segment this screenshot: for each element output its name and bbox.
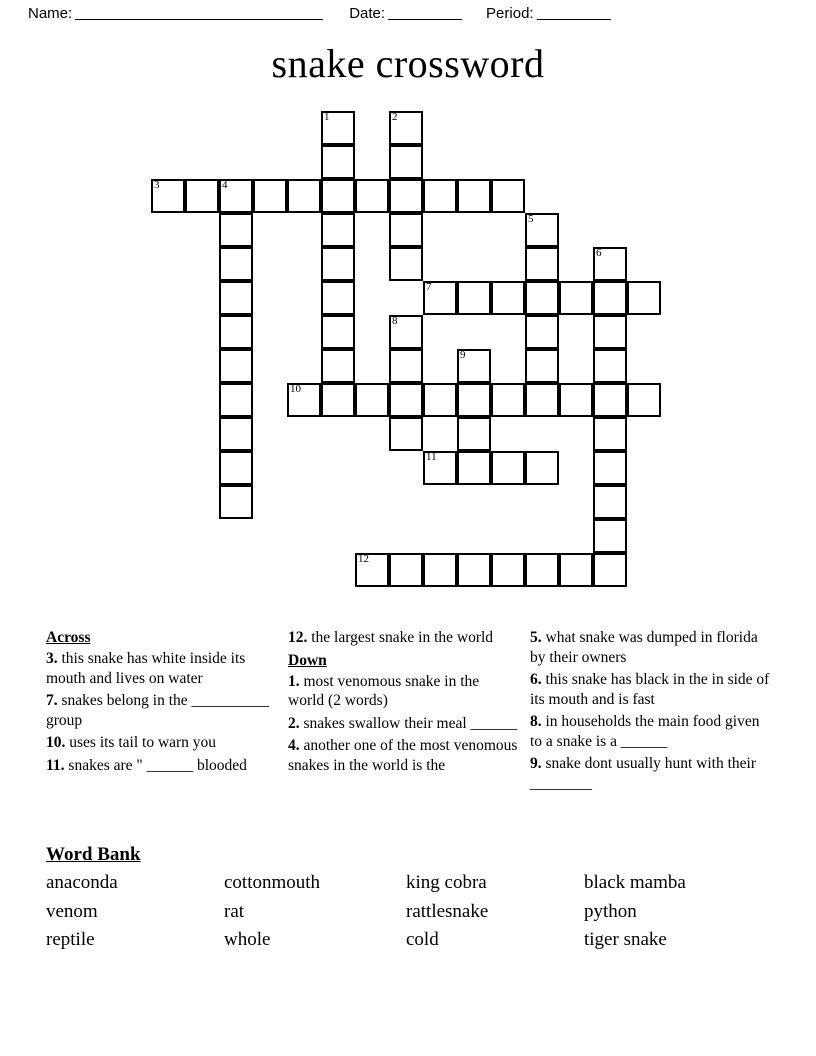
crossword-cell[interactable] [321,145,355,179]
crossword-cell[interactable] [457,451,491,485]
crossword-cell[interactable] [219,247,253,281]
crossword-cell[interactable] [321,383,355,417]
crossword-cell[interactable] [219,213,253,247]
crossword-cell[interactable] [355,383,389,417]
crossword-cell-number: 4 [222,179,228,191]
crossword-cell[interactable] [321,179,355,213]
crossword-cell[interactable] [287,179,321,213]
crossword-cell-number: 11 [426,451,437,463]
crossword-cell[interactable] [491,383,525,417]
clue-down-2 [288,714,518,734]
crossword-cell[interactable] [321,315,355,349]
crossword-cell[interactable] [219,179,253,213]
clue-column-2 [288,628,518,778]
crossword-cell[interactable] [321,349,355,383]
crossword-cell[interactable] [525,213,559,247]
clue-down-1 [288,672,518,711]
crossword-cell[interactable] [423,179,457,213]
crossword-cell[interactable] [423,553,457,587]
crossword-cell[interactable] [627,383,661,417]
crossword-cell-number: 6 [596,247,602,259]
clue-number: 11. [46,756,65,774]
crossword-cell[interactable] [389,349,423,383]
crossword-cell[interactable] [593,553,627,587]
crossword-cell[interactable] [389,247,423,281]
crossword-cell[interactable] [355,553,389,587]
clue-down-6 [530,670,770,709]
crossword-cell-number: 7 [426,281,432,293]
clue-number: 8. [530,713,542,730]
crossword-cell[interactable] [389,315,423,349]
clue-text: most venomous snake in the world (2 words) [288,672,480,709]
clue-across-12 [288,628,518,648]
crossword-cell[interactable] [593,247,627,281]
crossword-cell[interactable] [559,383,593,417]
word-bank-word: cold [406,929,439,950]
clue-text: this snake has black in the in side of its mouth and is fast [530,671,770,708]
crossword-cell[interactable] [525,383,559,417]
clue-across-3 [46,649,276,688]
word-bank-word: whole [224,929,271,950]
crossword-cell[interactable] [321,281,355,315]
word-bank-word: cottonmouth [224,872,321,893]
date-label: Date: [349,4,386,22]
clue-down-4 [288,736,518,775]
crossword-cell[interactable] [389,383,423,417]
name-label: Name: [28,4,73,22]
crossword-cell[interactable] [389,145,423,179]
crossword-cell-number: 8 [392,315,398,327]
clue-text: snake dont usually hunt with their ________ [530,755,757,792]
word-bank-word: python [584,900,637,922]
crossword-cell[interactable] [525,247,559,281]
clue-text: uses its tail to warn you [65,734,217,751]
crossword-cell[interactable] [219,451,253,485]
crossword-cell[interactable] [423,383,457,417]
crossword-cell[interactable] [457,349,491,383]
clue-number: 5. [530,629,542,646]
word-bank-word: black mamba [584,872,686,893]
clue-number: 2. [288,714,300,732]
clue-number: 10. [46,734,66,751]
clue-column-3 [530,628,770,796]
clue-number: 4. [288,737,300,754]
clue-text: another one of the most venomous snakes in the world is the [288,737,518,774]
crossword-cell[interactable] [219,315,253,349]
crossword-cell[interactable] [219,383,253,417]
crossword-cell[interactable] [389,553,423,587]
crossword-cell[interactable] [525,281,559,315]
clue-column-1 [46,628,276,778]
clue-text: this snake has white inside its mouth and lives on water [46,650,246,687]
clues-area [46,628,776,833]
crossword-cell[interactable] [457,281,491,315]
crossword-cell[interactable] [593,519,627,553]
crossword-cell[interactable] [491,451,525,485]
clue-text: snakes swallow their meal ______ [299,714,518,732]
crossword-cell-number: 5 [528,213,534,225]
crossword-cell[interactable] [423,451,457,485]
crossword-cell[interactable] [219,349,253,383]
word-bank-word: rattlesnake [406,900,489,922]
crossword-cell[interactable] [593,451,627,485]
crossword-cell[interactable] [219,485,253,519]
crossword-cell[interactable] [321,111,355,145]
crossword-cell[interactable] [525,553,559,587]
clue-down-8 [530,712,770,751]
crossword-cell[interactable] [593,315,627,349]
crossword-cell[interactable] [423,281,457,315]
crossword-cell[interactable] [491,179,525,213]
clue-number: 3. [46,650,58,667]
clue-across-11 [46,756,276,776]
crossword-cell[interactable] [593,349,627,383]
clue-number: 1. [288,672,300,690]
crossword-cell[interactable] [185,179,219,213]
page-title: snake crossword [271,41,545,86]
crossword-cell[interactable] [253,179,287,213]
crossword-cell-number: 9 [460,349,466,361]
crossword-cell[interactable] [491,281,525,315]
crossword-cell[interactable] [321,213,355,247]
clue-number: 9. [530,755,542,772]
crossword-cell[interactable] [593,281,627,315]
clue-number: 6. [530,671,542,688]
crossword-cell-number: 10 [290,383,301,395]
crossword-cell[interactable] [457,179,491,213]
word-bank-list [46,869,786,955]
clue-text: what snake was dumped in florida by their owners [530,629,758,666]
clue-text: snakes belong in the __________ group [46,692,270,729]
crossword-cell-number: 2 [392,111,398,123]
crossword-cell[interactable] [151,179,185,213]
crossword-cell[interactable] [457,417,491,451]
clue-down-9 [530,754,770,793]
word-bank-title: Word Bank [46,844,141,865]
word-bank-word: king cobra [406,872,487,893]
crossword-cell[interactable] [287,383,321,417]
crossword-cell[interactable] [389,111,423,145]
crossword-cell[interactable] [219,417,253,451]
clue-down-5 [530,628,770,667]
crossword-cell[interactable] [593,417,627,451]
crossword-cell[interactable] [525,315,559,349]
clue-text: in households the main food given to a snake is a ______ [530,713,760,750]
clue-across-10 [46,733,276,753]
crossword-cell[interactable] [389,213,423,247]
clue-number: 7. [46,692,58,709]
crossword-cell[interactable] [355,179,389,213]
crossword-cell[interactable] [457,553,491,587]
period-label: Period: [486,4,534,22]
crossword-cell[interactable] [559,553,593,587]
clue-number: 12. [288,629,308,646]
crossword-cell-number: 1 [324,111,330,123]
clue-text: the largest snake in the world [307,629,494,646]
crossword-cell[interactable] [389,417,423,451]
word-bank-word: tiger snake [584,929,667,950]
crossword-cell[interactable] [593,383,627,417]
word-bank-word: venom [46,900,98,922]
crossword-cell-number: 12 [358,553,369,565]
down-heading: Down [288,651,327,669]
clue-across-7 [46,691,276,730]
crossword-cell[interactable] [525,451,559,485]
crossword-cell[interactable] [627,281,661,315]
word-bank-word: reptile [46,929,95,950]
crossword-cell[interactable] [457,383,491,417]
crossword-cell[interactable] [219,281,253,315]
crossword-cell[interactable] [525,349,559,383]
word-bank-word: anaconda [46,872,118,893]
word-bank [46,843,786,955]
crossword-cell[interactable] [593,485,627,519]
crossword-cell[interactable] [321,247,355,281]
clue-text: snakes are " ______ blooded [64,756,247,774]
across-heading: Across [46,629,91,646]
crossword-cell-number: 3 [154,179,160,191]
crossword-cell[interactable] [559,281,593,315]
crossword-cell[interactable] [491,553,525,587]
crossword-cell[interactable] [389,179,423,213]
word-bank-word: rat [224,900,245,922]
